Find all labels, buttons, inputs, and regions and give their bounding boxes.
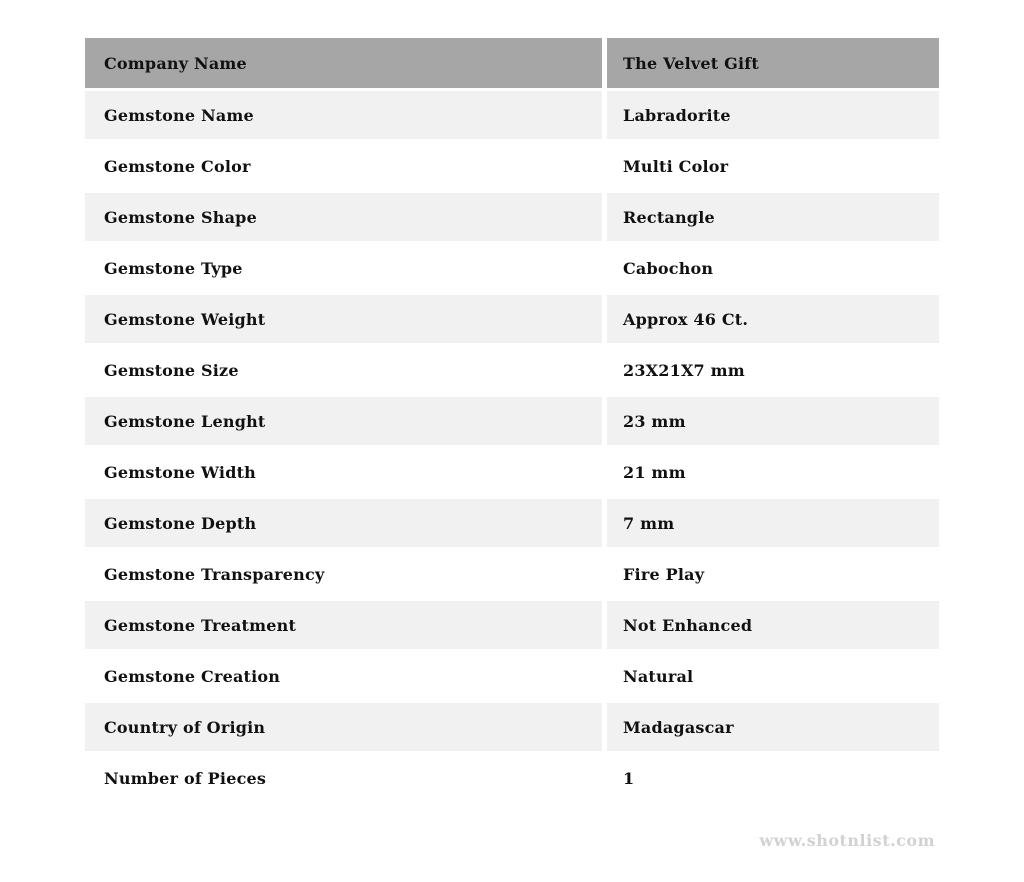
- gemstone-spec-table: [85, 38, 939, 805]
- row-label-cell: Gemstone Color: [85, 142, 602, 190]
- table-row: [85, 142, 939, 190]
- table-header-row: [85, 38, 939, 88]
- table-row: [85, 550, 939, 598]
- row-value-cell: Rectangle: [607, 193, 939, 241]
- row-label-cell: Gemstone Transparency: [85, 550, 602, 598]
- table-row: [85, 244, 939, 292]
- table-row: [85, 754, 939, 802]
- row-value-cell: Approx 46 Ct.: [607, 295, 939, 343]
- row-label-cell: Country of Origin: [85, 703, 602, 751]
- row-value-cell: 7 mm: [607, 499, 939, 547]
- table-row: [85, 91, 939, 139]
- table-row: [85, 346, 939, 394]
- table-row: [85, 295, 939, 343]
- row-value-cell: Madagascar: [607, 703, 939, 751]
- watermark-text: www.shotnlist.com: [759, 831, 935, 850]
- row-value-cell: Not Enhanced: [607, 601, 939, 649]
- row-label-cell: Gemstone Depth: [85, 499, 602, 547]
- table-row: [85, 703, 939, 751]
- row-value-cell: 23 mm: [607, 397, 939, 445]
- row-value-cell: Labradorite: [607, 91, 939, 139]
- row-value-cell: Multi Color: [607, 142, 939, 190]
- table-row: [85, 601, 939, 649]
- row-value-cell: Fire Play: [607, 550, 939, 598]
- table-row: [85, 193, 939, 241]
- company-name-label: Company Name: [85, 38, 602, 88]
- row-value-cell: Natural: [607, 652, 939, 700]
- table-row: [85, 448, 939, 496]
- row-label-cell: Gemstone Weight: [85, 295, 602, 343]
- row-label-cell: Gemstone Width: [85, 448, 602, 496]
- row-label-cell: Gemstone Creation: [85, 652, 602, 700]
- table-row: [85, 499, 939, 547]
- company-name-value: The Velvet Gift: [607, 38, 939, 88]
- row-label-cell: Gemstone Name: [85, 91, 602, 139]
- row-label-cell: Gemstone Shape: [85, 193, 602, 241]
- row-label-cell: Gemstone Size: [85, 346, 602, 394]
- row-value-cell: 23X21X7 mm: [607, 346, 939, 394]
- table-row: [85, 397, 939, 445]
- table-row: [85, 652, 939, 700]
- row-label-cell: Gemstone Type: [85, 244, 602, 292]
- row-label-cell: Gemstone Treatment: [85, 601, 602, 649]
- row-label-cell: Gemstone Lenght: [85, 397, 602, 445]
- row-value-cell: 21 mm: [607, 448, 939, 496]
- row-value-cell: 1: [607, 754, 939, 802]
- row-value-cell: Cabochon: [607, 244, 939, 292]
- row-label-cell: Number of Pieces: [85, 754, 602, 802]
